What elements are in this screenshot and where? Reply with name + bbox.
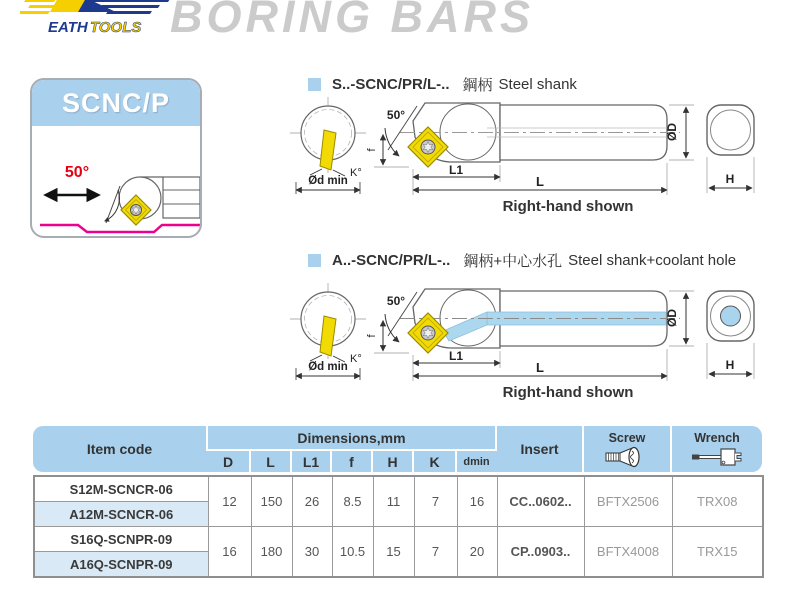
product-card-illustration [32,126,200,238]
dim-l1: 30 [292,527,332,578]
side-view [385,289,680,353]
dmin-label: Ød min [308,361,348,373]
h-label: H [725,172,735,186]
angle-arc [385,128,399,156]
dim-k: 7 [414,476,457,527]
col-header-d: D [207,450,250,472]
angle-label: 50° [386,294,406,308]
end-view [707,105,754,155]
col-header-dmin: dmin [456,450,496,472]
angle-reference-line [106,186,120,223]
section-1-code: S..-SCNC/PR/L-.. [332,76,450,93]
spec-table-body [33,475,762,578]
side-view [385,103,680,167]
l1-label: L1 [448,349,464,363]
item-code: S12M-SCNCR-06 [34,476,208,502]
dim-f: 10.5 [332,527,373,578]
col-header-wrench [671,426,762,472]
screw-code: BFTX4008 [584,527,672,578]
f-dimension [374,135,409,168]
logo-text-tools: TOOLS [90,19,142,36]
section-2-caption: Right-hand shown [502,384,634,401]
col-header-screw [583,426,671,472]
screw-code: BFTX2506 [584,476,672,527]
front-view [290,97,366,176]
l-label: L [536,360,544,375]
col-header-dimensions: Dimensions,mm [207,426,496,450]
col-header-insert: Insert [496,426,583,472]
logo-text-eath: EATH [48,19,88,36]
product-model: SCNC/P [61,87,170,118]
od-label: ØD [665,309,679,327]
dim-l: 150 [251,476,292,527]
k-angle-label: K° [350,353,362,365]
section-bullet-icon [308,78,321,91]
col-header-h: H [372,450,413,472]
section-2-material-en: Steel shank+coolant hole [568,252,737,269]
dim-f: 8.5 [332,476,373,527]
item-code: A16Q-SCNPR-09 [34,552,208,578]
product-card [30,78,202,238]
screw-label: Screw [608,431,646,445]
logo-speed-lines-icon [20,0,170,14]
l-label: L [536,174,544,189]
col-header-k: K [413,450,456,472]
dim-d: 16 [208,527,251,578]
wrench-code: TRX08 [672,476,763,527]
h-label: H [725,358,735,372]
wrench-code: TRX15 [672,527,763,578]
coolant-hole [721,306,741,326]
dim-l: 180 [251,527,292,578]
section-1-header [308,74,577,95]
section-bullet-icon [308,254,321,267]
col-header-l1: L1 [291,450,331,472]
col-header-l: L [250,450,291,472]
l1-label: L1 [448,163,464,177]
col-header-item-code: Item code [33,426,207,472]
insert-code: CP..0903.. [497,527,584,578]
k-angle-label: K° [350,167,362,179]
insert-code: CC..0602.. [497,476,584,527]
col-header-f: f [331,450,372,472]
item-code: A12M-SCNCR-06 [34,502,208,527]
front-view [290,283,366,362]
workpiece-profile-line [40,225,200,232]
section-1-material-en: Steel shank [498,76,577,93]
product-card-header [32,80,200,126]
f-label: f [366,334,378,338]
angle-arc [385,314,399,342]
coolant-shank-drawing [282,281,762,386]
brand-logo [20,0,170,48]
wrench-label: Wrench [694,431,740,445]
section-1-material-zh: 鋼柄 [462,77,493,94]
dim-d: 12 [208,476,251,527]
section-2-material-zh: 鋼柄+中心水孔 [463,253,563,270]
wrench-icon [691,446,743,468]
dim-l1: 26 [292,476,332,527]
dim-dmin: 20 [457,527,497,578]
application-drawing [32,126,200,238]
section-2-code: A..-SCNC/PR/L-.. [332,252,451,269]
table-row [34,476,763,502]
section-1-caption: Right-hand shown [502,198,634,215]
dim-dmin: 16 [457,476,497,527]
f-dimension [374,321,409,354]
card-angle-label: 50° [64,164,90,181]
end-view [707,291,754,341]
steel-shank-drawing [282,95,762,200]
od-label: ØD [665,123,679,141]
dim-h: 11 [373,476,414,527]
dmin-label: Ød min [308,175,348,187]
dim-h: 15 [373,527,414,578]
screw-icon [605,446,649,468]
item-code: S16Q-SCNPR-09 [34,527,208,552]
spec-table-header [33,426,762,472]
dim-k: 7 [414,527,457,578]
page-title: BORING BARS [170,0,535,42]
angle-label: 50° [386,108,406,122]
table-row [34,527,763,552]
f-label: f [366,148,378,152]
section-2-header [308,250,736,271]
